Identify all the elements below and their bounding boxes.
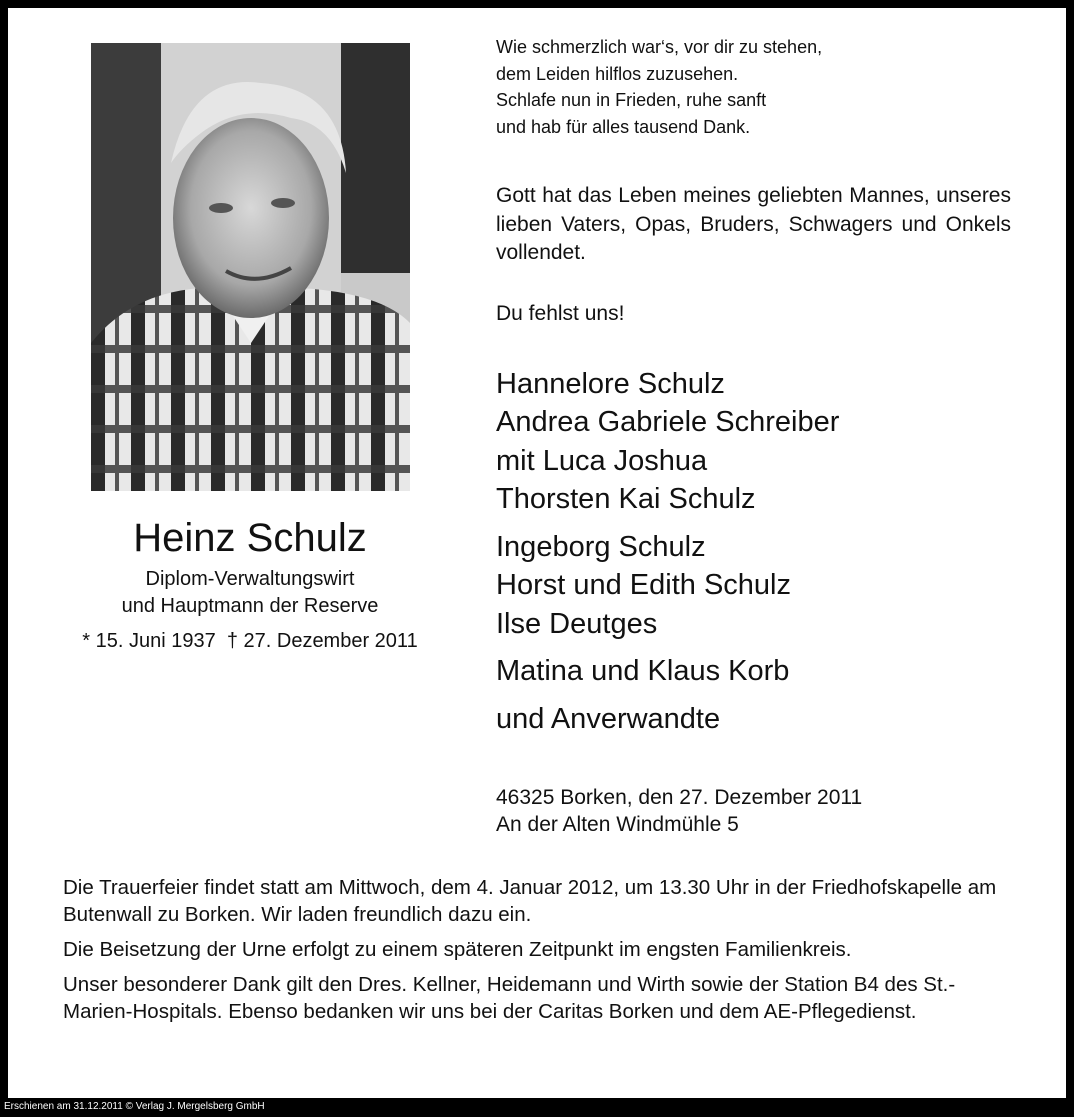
notice-thanks: Unser besonderer Dank gilt den Dres. Kellner, Heidemann und Wirth sowie der Station B4 des St.-Marien-Hospitals. Ebenso bedanken wir uns bei der Caritas Borken und dem AE-Pflegedienst. [63,973,956,1023]
notice-burial: Die Beisetzung der Urne erfolgt zu einem späteren Zeitpunkt im engsten Familienkreis. [63,938,852,961]
portrait-image [91,43,410,491]
poem [496,34,1016,140]
family-member: mit Luca Joshua [496,445,708,477]
deceased-title-line2: und Hauptmann der Reserve [121,595,379,617]
family-member: Horst und Edith Schulz [496,569,791,601]
deceased-title-line1: Diplom-Verwaltungswirt [145,568,355,590]
poem-line: Schlafe nun in Frieden, ruhe sanft [496,90,767,110]
place-and-address [496,784,1016,838]
family-member: Ilse Deutges [496,608,658,640]
intro-text: Gott hat das Leben meines geliebten Mannes, unseres lieben Vaters, Opas, Bruders, Schwagers und Onkels vollendet. [496,184,1011,264]
family-member: und Anverwandte [496,703,721,735]
poem-line: Wie schmerzlich war‘s, vor dir zu stehen, [496,37,823,57]
poem-line: und hab für alles tausend Dank. [496,116,751,137]
notice-funeral: Die Trauerfeier findet statt am Mittwoch, dem 4. Januar 2012, um 13.30 Uhr in der Friedhofskapelle am Butenwall zu Borken. Wir laden freundlich dazu ein. [63,876,997,926]
deceased-name: Heinz Schulz [133,516,367,560]
family-member: Thorsten Kai Schulz [496,483,756,515]
portrait-photo [91,43,410,491]
obituary-sheet [8,8,1066,1098]
family-member: Andrea Gabriele Schreiber [496,406,840,438]
poem-line: dem Leiden hilflos zuzusehen. [496,63,739,84]
address: An der Alten Windmühle 5 [496,813,739,836]
life-dates: * 15. Juni 1937 † 27. Dezember 2011 [82,630,418,652]
notices [63,874,1011,1033]
place-date: 46325 Borken, den 27. Dezember 2011 [496,786,863,809]
family-member: Matina und Klaus Korb [496,655,790,687]
family-member: Hannelore Schulz [496,368,725,400]
family-member: Ingeborg Schulz [496,531,706,563]
missed-text: Du fehlst uns! [496,302,625,325]
publication-footer: Erschienen am 31.12.2011 © Verlag J. Mergelsberg GmbH [4,1101,265,1112]
